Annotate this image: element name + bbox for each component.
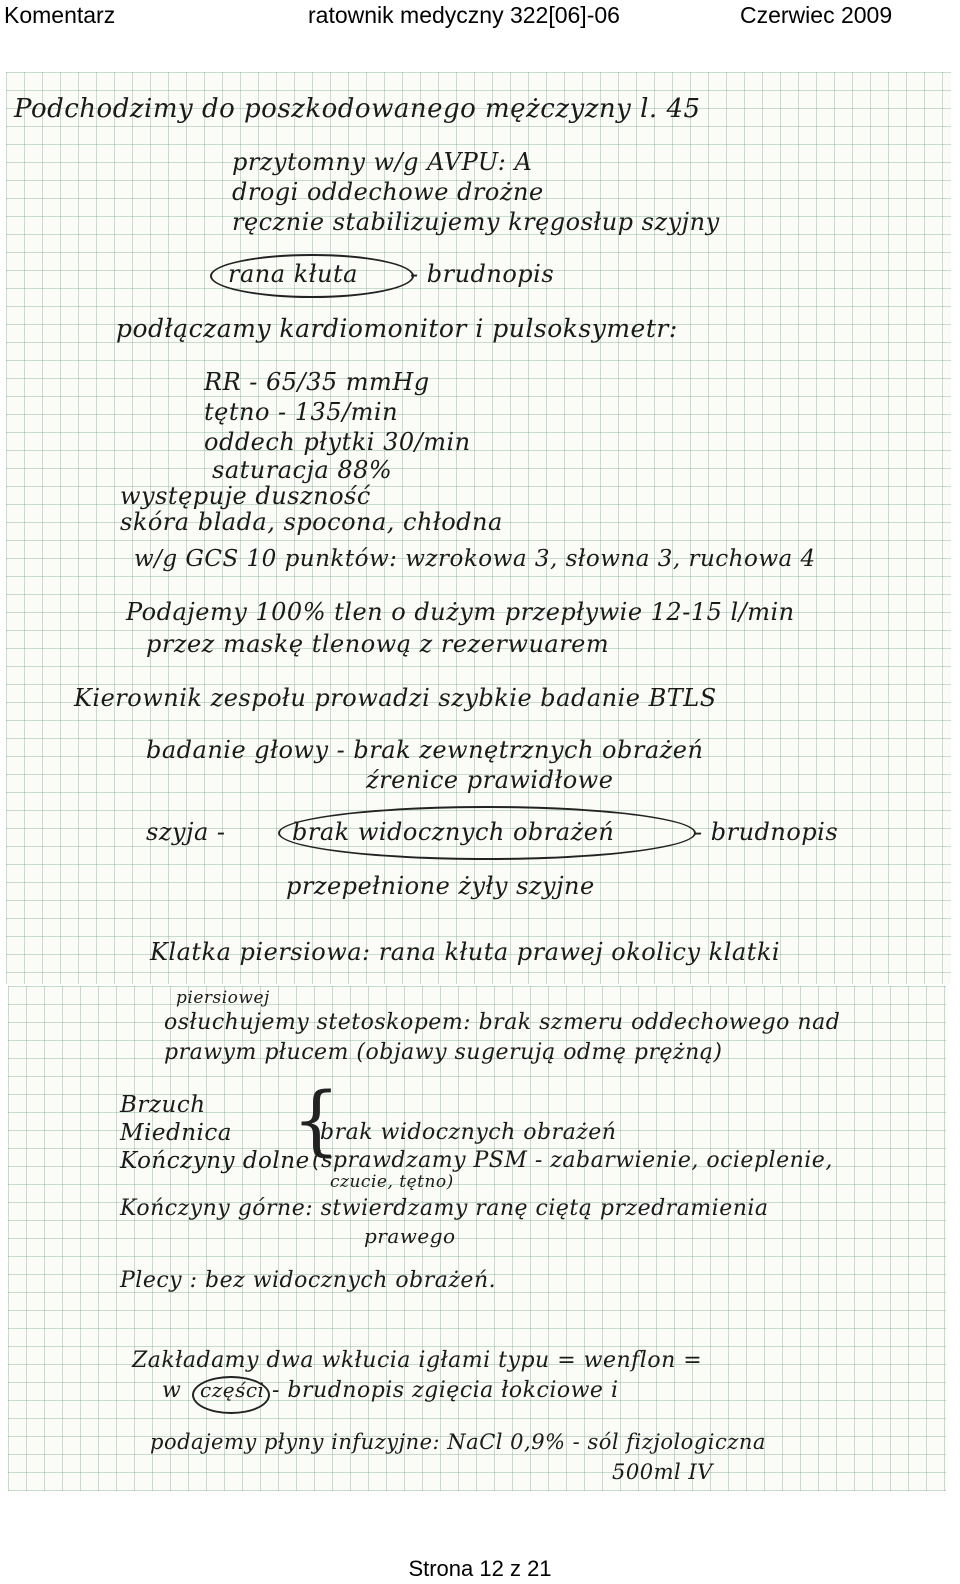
note-line: oddech płytki 30/min <box>204 428 471 456</box>
note-line: Plecy : bez widocznych obrażeń. <box>120 1268 497 1293</box>
header-course-title: ratownik medyczny 322[06]-06 <box>308 2 620 28</box>
note-line: Klatka piersiowa: rana kłuta prawej okolicy klatki <box>150 938 781 966</box>
note-line: - brudnopis <box>694 818 839 846</box>
note-line: drogi oddechowe drożne <box>232 178 544 206</box>
note-line: (sprawdzamy PSM - zabarwienie, ocieplenie, <box>312 1148 833 1173</box>
note-line: źrenice prawidłowe <box>366 766 614 794</box>
note-line: przytomny w/g AVPU: A <box>232 148 533 176</box>
note-line: w <box>162 1378 182 1403</box>
note-line: Podajemy 100% tlen o dużym przepływie 12-15 l/min <box>126 598 795 626</box>
note-line: czucie, tętno) <box>330 1172 454 1192</box>
note-line: Podchodzimy do poszkodowanego mężczyzny l. 45 <box>14 94 701 124</box>
header-left-text: Komentarz <box>4 2 116 28</box>
note-line: szyja - <box>146 818 226 846</box>
note-line: podajemy płyny infuzyjne: NaCl 0,9% - sól fizjologiczna <box>150 1430 766 1454</box>
note-line: 500ml IV <box>612 1460 713 1484</box>
note-line-circled: części <box>200 1378 265 1402</box>
note-line: prawym płucem (objawy sugerują odmę prężną) <box>164 1040 723 1065</box>
note-line: RR - 65/35 mmHg <box>204 368 430 396</box>
note-line: Kierownik zespołu prowadzi szybkie badanie BTLS <box>74 684 717 712</box>
note-line: występuje duszność <box>120 482 371 510</box>
note-line: Miednica <box>120 1120 233 1146</box>
note-line: badanie głowy - brak zewnętrznych obrażeń <box>146 736 704 764</box>
note-line: brak widocznych obrażeń <box>320 1120 617 1145</box>
note-line: skóra blada, spocona, chłodna <box>120 508 503 536</box>
note-line: podłączamy kardiomonitor i pulsoksymetr: <box>116 314 678 343</box>
note-line: saturacja 88% <box>212 456 393 484</box>
curly-brace: { <box>292 1075 341 1164</box>
note-line-circled: brak widocznych obrażeń <box>292 818 615 846</box>
note-line: prawego <box>364 1224 456 1248</box>
handwritten-notes-sheet-1 <box>6 72 951 984</box>
note-line: przepełnione żyły szyjne <box>286 872 595 900</box>
note-line: osłuchujemy stetoskopem: brak szmeru oddechowego nad <box>164 1010 841 1035</box>
handwritten-notes-sheet-2 <box>8 986 946 1491</box>
note-line: Kończyny dolne <box>120 1148 310 1174</box>
note-line: Kończyny górne: stwierdzamy ranę ciętą przedramienia <box>120 1196 769 1221</box>
note-line: ręcznie stabilizujemy kręgosłup szyjny <box>232 208 720 236</box>
note-line: Zakładamy dwa wkłucia igłami typu = wenflon = <box>132 1348 703 1373</box>
note-line: - brudnopis <box>410 260 555 288</box>
note-line: Brzuch <box>120 1092 206 1118</box>
note-line: piersiowej <box>176 988 270 1008</box>
page-number: Strona 12 z 21 <box>408 1556 552 1581</box>
note-line: w/g GCS 10 punktów: wzrokowa 3, słowna 3, ruchowa 4 <box>134 546 816 572</box>
note-line: przez maskę tlenową z rezerwuarem <box>146 630 610 658</box>
note-line: tętno - 135/min <box>204 398 399 426</box>
note-line: - brudnopis zgięcia łokciowe i <box>272 1378 619 1403</box>
header-date: Czerwiec 2009 <box>740 2 893 28</box>
note-line-circled: rana kłuta <box>228 260 358 288</box>
